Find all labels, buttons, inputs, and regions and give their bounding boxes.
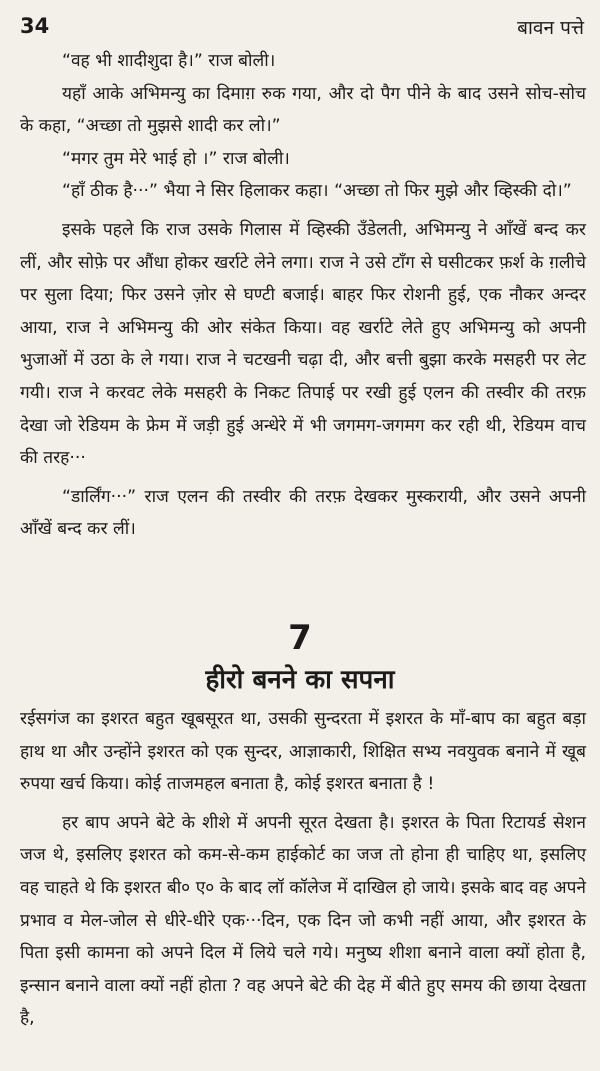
paragraph: हर बाप अपने बेटे के शीशे में अपनी सूरत देखता है। इशरत के पिता रिटायर्ड सेशन जज थे, इसलिए इशरत को कम-से-कम हाईकोर्ट का जज तो होना ही चाहिए था, इसलिए वह चाहते थे कि इशरत बी० ए० के बाद लॉ कॉलेज में दाखिल हो जाये। इसके बाद वह अपने प्रभाव व मेल-जोल से धीरे-धीरे एक···दिन, एक दिन जो कभी नहीं आया, और इशरत के पिता इसी कामना को अपने दिल में लिये चले गये। मनुष्य शीशा बनाने वाला क्यों होता है, इन्सान बनाने वाला क्यों नहीं होता ? वह अपने बेटे की देह में बीते हुए समय की छाया देखता है, (20, 812, 586, 1029)
section-2-text (20, 703, 586, 1035)
paragraph: रईसगंज का इशरत बहुत खूबसूरत था, उसकी सुन्दरता में इशरत के माँ-बाप का बहुत बड़ा हाथ था और उन्होंने इशरत को एक सुन्दर, आज्ञाकारी, शिक्षित सभ्य नवयुवक बनाने में खूब रुपया खर्च किया। कोई ताजमहल बनाता है, कोई इशरत बनाता है ! (20, 709, 586, 795)
paragraph: इसके पहले कि राज उसके गिलास में व्हिस्की उँडेलती, अभिमन्यु ने आँखें बन्द कर लीं, और सोफ़े पर औंधा होकर खर्राटे लेने लगा। राज ने उसे टाँग से घसीटकर फ़र्श के ग़लीचे पर सुला दिया; फिर उसने ज़ोर से घण्टी बजाई। बाहर फिर रोशनी हुई, एक नौकर अन्दर आया, राज ने अभिमन्यु की ओर संकेत किया। वह खर्राटे लेते हुए अभिमन्यु को अपनी भुजाओं में उठा के ले गया। राज ने चटखनी चढ़ा दी, और बत्ती बुझा करके मसहरी पर लेट गयी। राज ने करवट लेके मसहरी के निकट तिपाई पर रखी हुई एलन की तस्वीर की तरफ़ देखा जो रेडियम के फ्रेम में जड़ी हुई अन्धेरे में भी जगमग-जगमग कर रही थी, रेडियम वाच की तरह··· (20, 219, 586, 469)
page-number: 34 (20, 14, 50, 38)
chapter-title: हीरो बनने का सपना (205, 665, 395, 695)
paragraph: “मगर तुम मेरे भाई हो ।” राज बोली। (62, 148, 290, 169)
section-1-text (20, 45, 586, 546)
running-head: बावन पत्ते (517, 17, 584, 39)
paragraph: “डार्लिंग···” राज एलन की तस्वीर की तरफ़ देखकर मुस्करायी, और उसने अपनी आँखें बन्द कर लीं। (20, 486, 586, 540)
page-header (20, 14, 584, 44)
paragraph: “वह भी शादीशुदा है।” राज बोली। (62, 51, 276, 71)
paragraph: “हाँ ठीक है···” भैया ने सिर हिलाकर कहा। “अच्छा तो फिर मुझे और व्हिस्की दो।” (62, 181, 572, 202)
paragraph: यहाँ आके अभिमन्यु का दिमाग़ रुक गया, और दो पैग पीने के बाद उसने सोच-सोच के कहा, “अच्छा तो मुझसे शादी कर लो।” (20, 83, 586, 137)
chapter-number: 7 (288, 618, 312, 658)
